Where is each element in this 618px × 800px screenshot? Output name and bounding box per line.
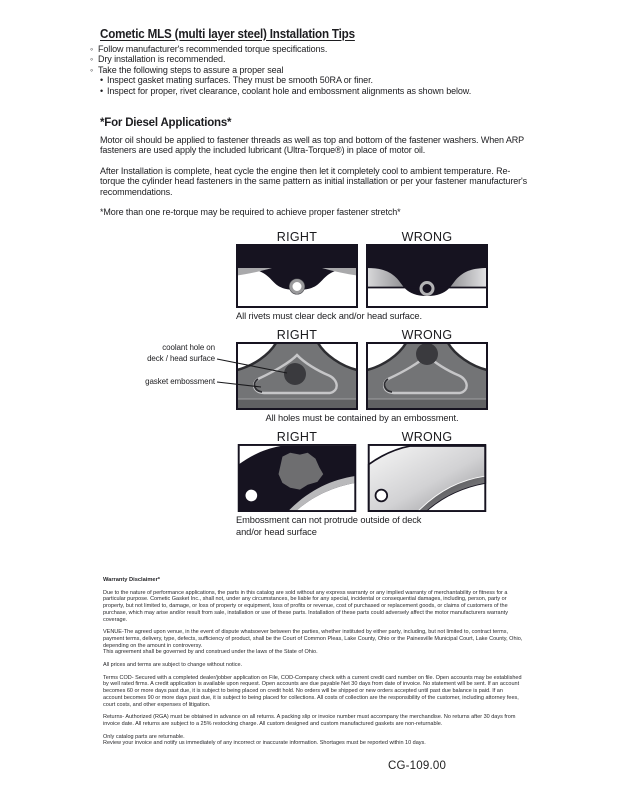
warranty-paragraph: Review your invoice and notify us immediately of any incorrect or inaccurate information. Shortages must be reported within 10 days. [103,740,426,747]
hole-wrong-diagram [366,342,488,410]
warranty-paragraph: Terms COD- Secured with a completed dealer/jobber application on File, COD-Company check with a current credit card number on file. Open accounts may be established by well rated firms. A credit application is available upon request. Open accounts are due payable Net 30 days from date of invoice. No statement will be sent. If an account becomes 60 or more days past due, it is subject to being placed on credit hold. No orders will be shipped or new orders accepted until past due balance is paid. If an account becomes 90 or more days past due, it is subject to being placed for collections. All costs of collection are the responsibility of the customer, including attorney fees, court costs, and other expenses of litigation. [103,674,522,708]
retorque-note: *More than one re-torque may be required to achieve proper fastener stretch* [100,207,401,217]
diesel-paragraph-1: Motor oil should be applied to fastener threads as well as top and bottom of the fastener washers. When ARP fasteners are used apply the included lubricant (Ultra-Torque®) in place of motor oil. [100,135,524,156]
callout-text: deck / head surface [147,353,215,363]
filled-bullet-marker: • [100,75,104,86]
warranty-paragraph: Due to the nature of performance applications, the parts in this catalog are sold without any express warranty or any implied warranty of merchantability or fitness for a particular purpose. Cometic Gasket Inc., shall not, under any circumstances, be liable for any special, incidental or consequential damages, including, person, party or property, but not limited to, damage, or loss of property or equipment, loss of profits or revenue, cost of purchased or replacement goods, or claims of customers of the purchase, which may arise and/or result from sale, installation or use of these parts. Installation of these parts could adversely affect the motor manufacturers warranty coverage. [103,589,508,623]
tips-list [90,44,560,96]
tip-bullet [90,54,560,64]
warranty-section [103,577,523,753]
embossment-protrusion-row [236,430,488,538]
tip-text: Follow manufacturer's recommended torque specifications. [98,44,328,54]
page-title: Cometic MLS (multi layer steel) Installation Tips [100,27,355,41]
tip-sub-bullet [100,86,560,96]
embossment-caption: All holes must be contained by an embossment. [265,413,459,423]
right-label: RIGHT [276,328,318,342]
diesel-paragraph-2: After Installation is complete, heat cycle the engine then let it completely cool to ambient temperature. Re-torque the cylinder head fasteners in the same pattern as initial installation or per your fastener manufacturer's recommendations. [100,166,528,197]
right-label: RIGHT [276,230,318,244]
callout-text: coolant hole on [162,343,215,352]
embossment-containment-row [236,328,488,425]
warranty-paragraph: Returns- Authorized (RGA) must be obtained in advance on all returns. A packing slip or invoice number must accompany the merchandise. No returns after 30 days from invoice date. All returns are subject to a 25% restocking charge. All custom designed and custom manufactured gaskets are non-returnable. [103,714,516,727]
warranty-paragraph: VENUE-The agreed upon venue, in the event of dispute whatsoever between the parties, whether instituted by either party, including, but not limited to, contract terms, payment terms, delivery, type, defects, sufficiency of product, shall be the Court of Common Pleas, Lake County, Ohio or the Painesville Municipal Court, Lake County, Ohio, depending on the amount in controversy. [103,629,523,649]
tip-bullet [90,44,560,54]
tip-text: Take the following steps to assure a proper seal [98,64,284,75]
wrong-label: WRONG [401,430,453,444]
wrong-label: WRONG [401,230,453,244]
warranty-paragraph: Only catalog parts are returnable. [103,733,185,740]
rivet-clearance-row [236,230,488,323]
open-bullet-marker: ◦ [90,54,94,65]
page-code: CG-109.00 [388,760,447,772]
diesel-applications-heading: *For Diesel Applications* [100,117,232,129]
right-label: RIGHT [276,430,318,444]
tip-text: Dry installation is recommended. [98,54,226,65]
tip-bullet [90,65,560,75]
protrusion-caption-line1: Embossment can not protrude outside of deck [236,515,422,525]
rivet-wrong-diagram [366,244,488,308]
warranty-heading: Warranty Disclaimer* [103,577,161,583]
rivet-right-diagram [236,244,358,308]
open-bullet-marker: ◦ [90,64,94,75]
protrusion-right-diagram [236,444,358,512]
warranty-paragraph: All prices and terms are subject to change without notice. [103,662,243,669]
protrusion-wrong-diagram [366,444,488,512]
rivet-caption: All rivets must clear deck and/or head surface. [236,311,422,321]
gasket-embossment-callout: gasket embossment [145,377,215,386]
protrusion-caption [236,515,488,538]
hole-right-diagram [236,342,358,410]
open-bullet-marker: ◦ [90,44,94,54]
filled-bullet-marker: • [100,85,104,96]
tip-sub-bullet [100,75,560,85]
tip-text: Inspect for proper, rivet clearance, coolant hole and embossment alignments as shown below. [107,85,472,96]
warranty-paragraph: This agreement shall be governed by and construed under the laws of the State of Ohio. [103,649,318,656]
protrusion-caption-line2: and/or head surface [236,526,317,537]
tip-text: Inspect gasket mating surfaces. They must be smooth 50RA or finer. [107,75,373,86]
wrong-label: WRONG [401,328,453,342]
coolant-hole-callout [100,343,215,364]
